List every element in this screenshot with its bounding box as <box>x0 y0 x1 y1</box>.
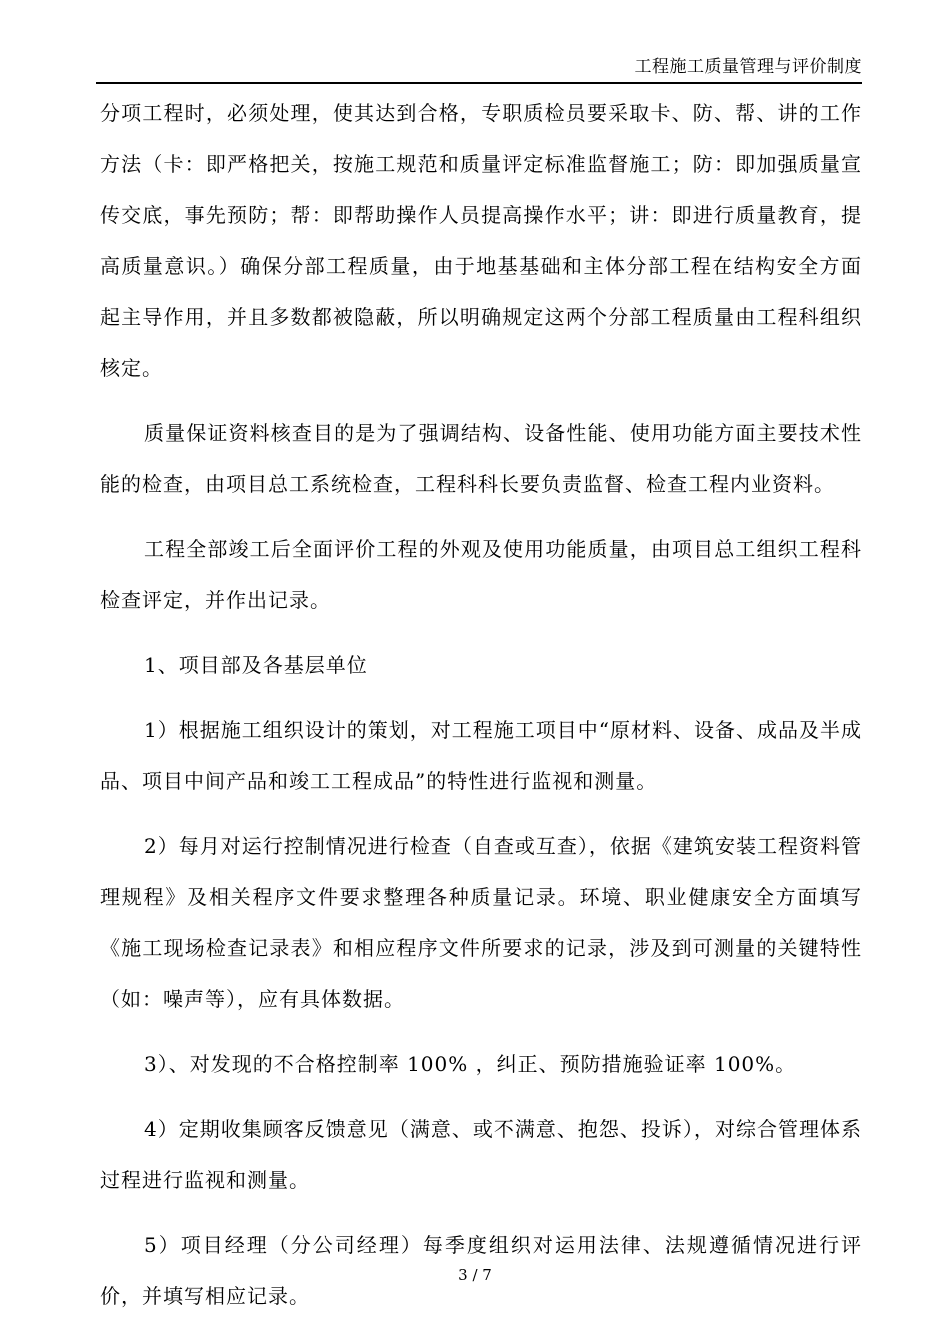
list-item-4: 4）定期收集顾客反馈意见（满意、或不满意、抱怨、投诉），对综合管理体系过程进行监视和测量。 <box>100 1117 862 1192</box>
paragraph-completion-evaluation: 工程全部竣工后全面评价工程的外观及使用功能质量，由项目总工组织工程科检查评定，并作出记录。 <box>100 537 862 612</box>
list-item-3: 3）、对发现的不合格控制率 100% ，纠正、预防措施验证率 100%。 <box>144 1052 797 1076</box>
list-item-1: 1）根据施工组织设计的策划，对工程施工项目中“原材料、设备、成品及半成品、项目中间产品和竣工工程成品”的特性进行监视和测量。 <box>100 718 862 793</box>
page-number: 3 / 7 <box>458 1266 492 1284</box>
list-item-2: 2）每月对运行控制情况进行检查（自查或互查），依据《建筑安装工程资料管理规程》及相关程序文件要求整理各种质量记录。环境、职业健康安全方面填写《施工现场检查记录表》和相应程序文件所要求的记录，涉及到可测量的关键特性（如：噪声等），应有具体数据。 <box>100 834 862 1011</box>
document-title: 工程施工质量管理与评价制度 <box>634 57 862 77</box>
paragraph-continuation: 分项工程时，必须处理，使其达到合格，专职质检员要采取卡、防、帮、讲的工作方法（卡：即严格把关，按施工规范和质量评定标准监督施工；防：即加强质量宣传交底，事先预防；帮：即帮助操作人员提高操作水平；讲：即进行质量教育，提高质量意识。）确保分部工程质量，由于地基基础和主体分部工程在结构安全方面起主导作用，并且多数都被隐蔽，所以明确规定这两个分部工程质量由工程科组织核定。 <box>100 101 862 380</box>
page-header <box>96 50 862 84</box>
list-item-5: 5）项目经理（分公司经理）每季度组织对运用法律、法规遵循情况进行评价，并填写相应记录。 <box>100 1233 862 1308</box>
paragraph-quality-data-review: 质量保证资料核查目的是为了强调结构、设备性能、使用功能方面主要技术性能的检查，由项目总工系统检查，工程科科长要负责监督、检查工程内业资料。 <box>100 421 862 496</box>
document-body <box>100 88 862 1322</box>
section-heading-project-department: 1、项目部及各基层单位 <box>144 653 368 677</box>
